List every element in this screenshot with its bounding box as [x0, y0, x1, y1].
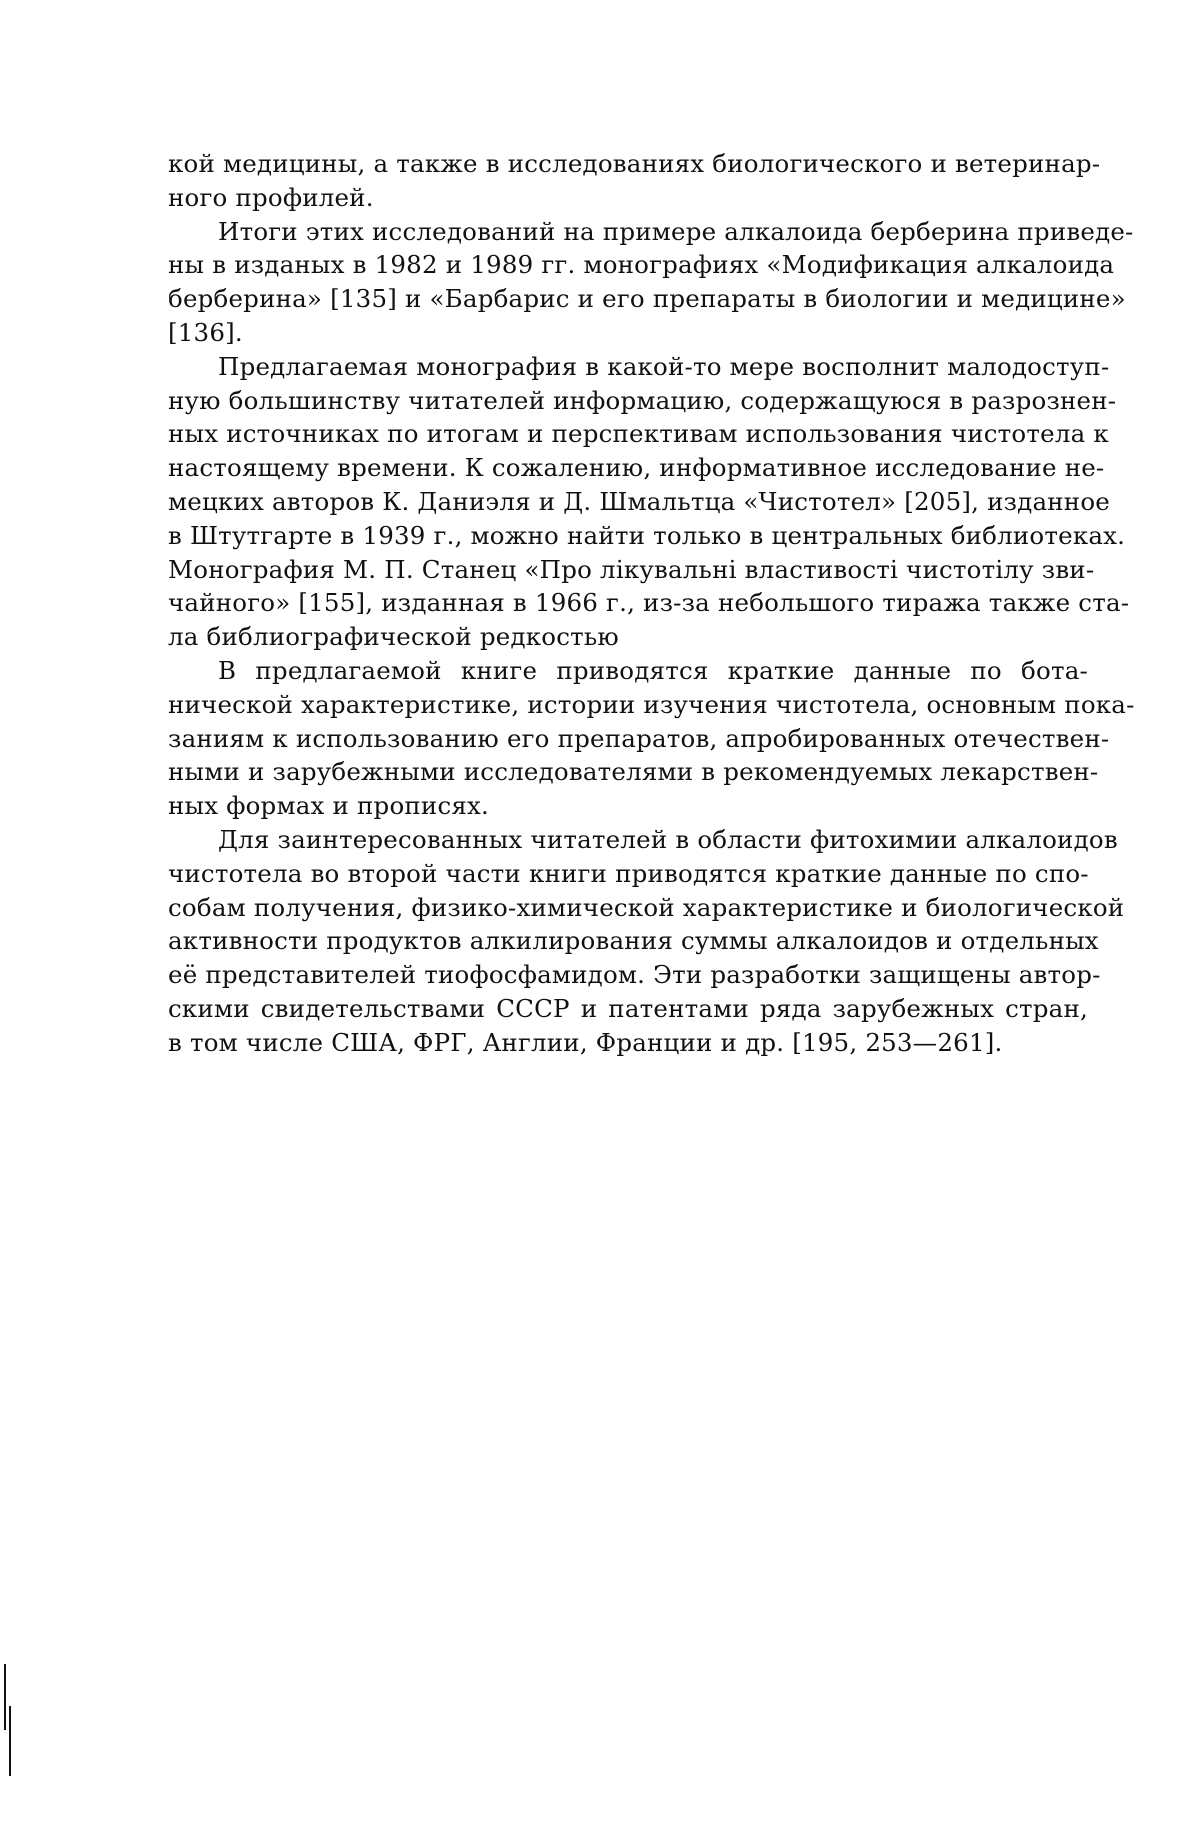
text-line: в том числе США, ФРГ, Англии, Франции и др. [195, 253—261].: [168, 1027, 1003, 1057]
paragraph-first-line: Итоги этих исследований на примере алкалоида берберина приведе-: [218, 216, 1134, 246]
text-line: кой медицины, а также в исследованиях биологического и ветеринар-: [168, 149, 1101, 178]
text-line: ную большинству читателей информацию, содержащуюся в разрознен-: [168, 385, 1117, 415]
text-line: [136].: [168, 317, 243, 347]
paragraph-first-line: В предлагаемой книге приводятся краткие данные по бота-: [218, 655, 1088, 685]
text-line: активности продуктов алкилирования суммы алкалоидов и отдельных: [168, 926, 1099, 956]
text-line: ными и зарубежными исследователями в рекомендуемых лекарствен-: [168, 757, 1099, 787]
text-line: чайного» [155], изданная в 1966 г., из-за небольшого тиража также ста-: [168, 588, 1130, 618]
text-line: ных формах и прописях.: [168, 791, 490, 821]
text-line: ных источниках по итогам и перспективам использования чистотела к: [168, 419, 1109, 449]
paragraph-first-line: Для заинтересованных читателей в области фитохимии алкалоидов: [218, 824, 1118, 854]
text-line: настоящему времени. К сожалению, информативное исследование не-: [168, 453, 1105, 483]
paragraph-first-line: Предлагаемая монография в какой-то мере восполнит малодоступ-: [218, 351, 1110, 381]
scan-edge-line: [9, 1706, 11, 1776]
text-line: ны в изданых в 1982 и 1989 гг. монографиях «Модификация алкалоида: [168, 250, 1115, 280]
scan-edge-line: [4, 1664, 6, 1730]
text-line: скими свидетельствами СССР и патентами ряда зарубежных стран,: [168, 993, 1088, 1023]
text-line: нической характеристике, истории изучения чистотела, основным пока-: [168, 689, 1135, 719]
text-line: ла библиографической редкостью: [168, 622, 619, 652]
text-line: её представителей тиофосфамидом. Эти разработки защищены автор-: [168, 960, 1101, 990]
text-line: в Штутгарте в 1939 г., можно найти только в центральных библиотеках.: [168, 520, 1126, 550]
text-line: собам получения, физико-химической характеристике и биологической: [168, 892, 1125, 922]
body-text: [168, 147, 1135, 1060]
text-line: заниям к использованию его препаратов, апробированных отечествен-: [168, 723, 1110, 753]
text-line: берберина» [135] и «Барбарис и его препараты в биологии и медицине»: [168, 284, 1126, 314]
scan-edge-marks: [3, 1664, 15, 1784]
text-line: чистотела во второй части книги приводятся краткие данные по спо-: [168, 858, 1089, 888]
text-line: мецких авторов К. Даниэля и Д. Шмальтца «Чистотел» [205], изданное: [168, 486, 1110, 516]
text-line: Монография М. П. Станец «Про лікувальні властивості чистотілу зви-: [168, 554, 1095, 584]
text-line: ного профилей.: [168, 182, 374, 212]
